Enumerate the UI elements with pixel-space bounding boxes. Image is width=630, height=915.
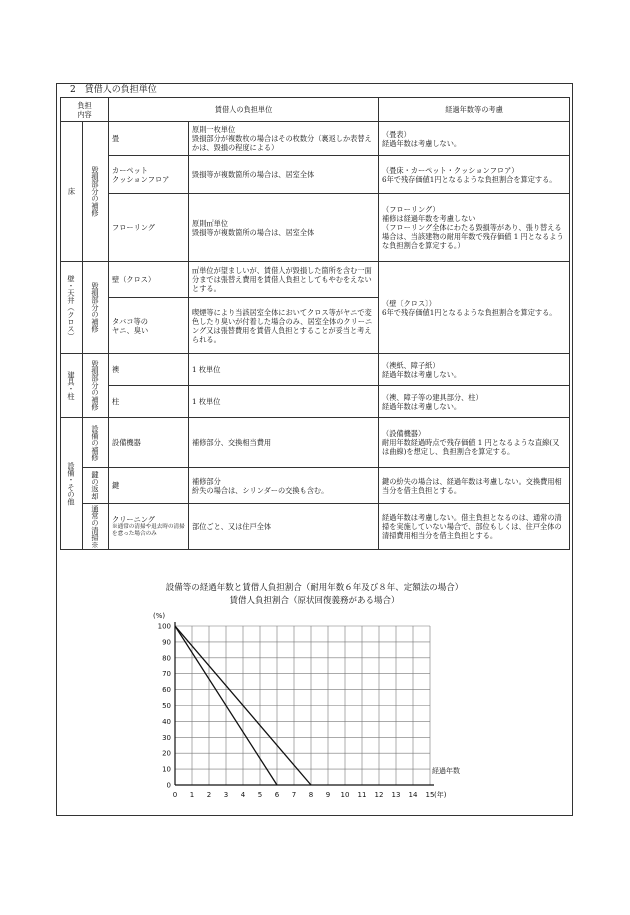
consideration-flooring: （フローリング） 補修は経過年数を考慮しない （フローリング全体にわたる毀損等があり、張り替える場合は、当該建物の耐用年数で残存価値 1 円となるような負担割合を算定する。） [379, 194, 570, 262]
y-axis-label: (%) [153, 612, 166, 620]
group-equipment: 設備・その他 [61, 418, 83, 550]
burden-chart [140, 608, 460, 808]
unit-equipment: 補修部分、交換相当費用 [189, 418, 379, 468]
section-title: 2 賃借人の負担単位 [70, 85, 157, 95]
y-tick-label: 70 [162, 670, 171, 679]
item-cleaning-note: ※通常の清掃や退去時の清掃を怠った場合のみ [112, 524, 185, 538]
y-tick-label: 80 [162, 654, 171, 663]
group-floor-sub: 毀損部分の補修 [83, 122, 109, 262]
x-axis-label: 経過年数 [432, 767, 460, 775]
x-tick-label: 9 [325, 791, 331, 799]
unit-tobacco: 喫煙等により当該居室全体においてクロス等がヤニで変色したり臭いが付着した場合のみ、居室全体のクリーニング又は張替費用を賃借人負担とすることが妥当と考えられる。 [189, 298, 379, 354]
burden-table [60, 97, 570, 550]
unit-pillar: 1 枚単位 [189, 386, 379, 418]
y-tick-label: 90 [162, 638, 171, 647]
table-row [61, 468, 570, 504]
group-floor: 床 [61, 122, 83, 262]
table-row [61, 386, 570, 418]
header-unit: 賃借人の負担単位 [109, 98, 379, 122]
y-tick-label: 0 [166, 781, 171, 790]
table-row [61, 354, 570, 386]
unit-fusuma: 1 枚単位 [189, 354, 379, 386]
item-key: 鍵 [109, 468, 189, 504]
y-tick-label: 60 [162, 686, 171, 695]
group-wall-sub: 毀損部分の補修 [83, 262, 109, 354]
unit-cleaning: 部位ごと、又は住戸全体 [189, 504, 379, 550]
header-consideration: 経過年数等の考慮 [379, 98, 570, 122]
item-pillar: 柱 [109, 386, 189, 418]
table-row [61, 504, 570, 550]
table-row [61, 122, 570, 156]
group-wall: 壁・天井（クロス） [61, 262, 83, 354]
x-tick-label: 5 [257, 791, 263, 799]
x-tick-label: 2 [206, 791, 212, 799]
unit-key: 補修部分 紛失の場合は、シリンダーの交換も含む。 [189, 468, 379, 504]
item-carpet: カーペット クッションフロア [109, 156, 189, 194]
item-tobacco: タバコ等の ヤニ、臭い [109, 298, 189, 354]
consideration-fusuma: （襖紙、障子紙） 経過年数は考慮しない。 [379, 354, 570, 386]
x-tick-label: 15 [425, 791, 435, 799]
x-tick-label: 11 [357, 791, 367, 799]
table-header-row [61, 98, 570, 122]
item-cloth: 壁（クロス） [109, 262, 189, 298]
item-cleaning-label: クリーニング [112, 515, 155, 525]
unit-cloth: ㎡単位が望ましいが、賃借人が毀損した箇所を含む一面分までは張替え費用を賃借人負担としてもやむをえないとする。 [189, 262, 379, 298]
table-row [61, 418, 570, 468]
x-tick-label: 0 [172, 791, 178, 799]
item-cleaning [109, 504, 189, 550]
x-tick-label: 4 [240, 791, 246, 799]
y-tick-label: 30 [162, 733, 171, 742]
group-fixture-sub: 毀損部分の補修 [83, 354, 109, 418]
item-flooring: フローリング [109, 194, 189, 262]
table-row [61, 194, 570, 262]
group-fixture: 建具・柱 [61, 354, 83, 418]
unit-flooring: 原則㎡単位 毀損等が複数箇所の場合は、居室全体 [189, 194, 379, 262]
y-tick-label: 50 [162, 702, 171, 710]
x-tick-label: 7 [291, 791, 297, 799]
x-tick-label: 12 [374, 791, 384, 799]
x-tick-label: 8 [308, 791, 314, 799]
x-axis-unit: (年) [434, 791, 447, 799]
x-tick-label: 10 [340, 791, 350, 799]
consideration-equipment: （設備機器） 耐用年数経過時点で残存価値 1 円となるような直線(又は曲線)を想定し、負担割合を算定する。 [379, 418, 570, 468]
unit-carpet: 毀損等が複数箇所の場合は、居室全体 [189, 156, 379, 194]
consideration-pillar: （襖、障子等の建具部分、柱） 経過年数は考慮しない。 [379, 386, 570, 418]
x-tick-label: 6 [274, 791, 280, 799]
group-equip-sub3: 通常の清掃※ [83, 504, 109, 550]
y-tick-label: 10 [162, 765, 171, 774]
item-fusuma: 襖 [109, 354, 189, 386]
item-equipment: 設備機器 [109, 418, 189, 468]
table-row [61, 156, 570, 194]
x-tick-label: 3 [223, 791, 229, 799]
x-tick-label: 13 [391, 791, 401, 799]
y-tick-label: 20 [162, 749, 171, 758]
consideration-key: 鍵の紛失の場合は、経過年数は考慮しない。交換費用相当分を借主負担とする。 [379, 468, 570, 504]
y-tick-label: 40 [162, 717, 171, 726]
chart-title-line1: 設備等の経過年数と賃借人負担割合（耐用年数６年及び８年、定額法の場合） [165, 583, 464, 593]
consideration-carpet: （畳床・カーペット・クッションフロア） 6年で残存価値1円となるような負担割合を算定する。 [379, 156, 570, 194]
y-tick-label: 100 [157, 622, 171, 631]
consideration-wall: （壁〔クロス〕） 6年で残存価値1円となるような負担割合を算定する。 [379, 262, 570, 354]
x-tick-label: 14 [408, 791, 418, 799]
consideration-tatami: （畳表） 経過年数は考慮しない。 [379, 122, 570, 156]
unit-tatami: 原則一枚単位 毀損部分が複数枚の場合はその枚数分（裏返しか表替えかは、毀損の程度による） [189, 122, 379, 156]
group-equip-sub2: 鍵の返却 [83, 468, 109, 504]
header-content: 負担 内容 [61, 98, 109, 122]
chart-title-line2: 賃借人負担割合（原状回復義務がある場合） [229, 596, 400, 606]
table-row [61, 262, 570, 298]
group-equip-sub1: 設備の補修 [83, 418, 109, 468]
x-tick-label: 1 [189, 791, 195, 799]
consideration-cleaning: 経過年数は考慮しない。借主負担となるのは、通常の清掃を実施していない場合で、部位もしくは、住戸全体の清掃費用相当分を借主負担とする。 [379, 504, 570, 550]
item-tatami: 畳 [109, 122, 189, 156]
